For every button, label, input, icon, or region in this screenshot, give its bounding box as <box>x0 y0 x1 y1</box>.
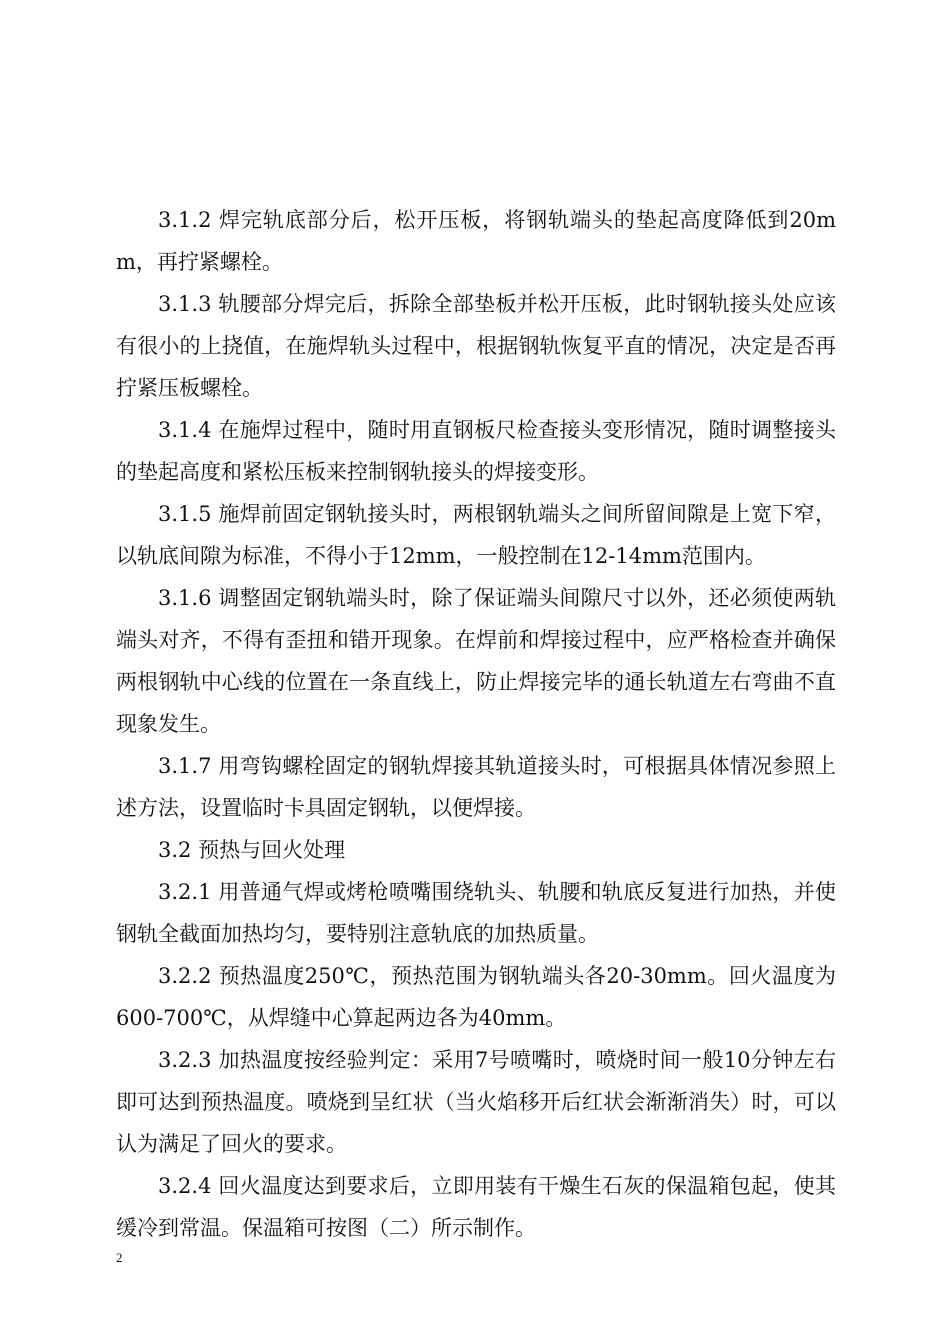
paragraph-3-2-2: 3.2.2 预热温度250℃，预热范围为钢轨端头各20-30mm。回火温度为600-700℃，从焊缝中心算起两边各为40mm。 <box>116 964 836 1030</box>
section-heading-3-2: 3.2 预热与回火处理 <box>158 838 346 862</box>
paragraph-3-2-1: 3.2.1 用普通气焊或烤枪喷嘴围绕轨头、轨腰和轨底反复进行加热，并使钢轨全截面加热均匀，要特别注意轨底的加热质量。 <box>116 880 836 946</box>
paragraph-3-1-3: 3.1.3 轨腰部分焊完后，拆除全部垫板并松开压板，此时钢轨接头处应该有很小的上挠值，在施焊轨头过程中，根据钢轨恢复平直的情况，决定是否再拧紧压板螺栓。 <box>116 292 836 400</box>
paragraph-3-2-3: 3.2.3 加热温度按经验判定：采用7号喷嘴时，喷烧时间一般10分钟左右即可达到预热温度。喷烧到呈红状（当火焰移开后红状会渐渐消失）时，可以认为满足了回火的要求。 <box>116 1048 836 1156</box>
paragraph-3-1-7: 3.1.7 用弯钩螺栓固定的钢轨焊接其轨道接头时，可根据具体情况参照上述方法，设置临时卡具固定钢轨，以便焊接。 <box>116 754 836 820</box>
paragraph-3-2-4: 3.2.4 回火温度达到要求后，立即用装有干燥生石灰的保温箱包起，使其缓冷到常温。保温箱可按图（二）所示制作。 <box>116 1174 836 1240</box>
paragraph-3-1-5: 3.1.5 施焊前固定钢轨接头时，两根钢轨端头之间所留间隙是上宽下窄，以轨底间隙为标准，不得小于12mm，一般控制在12-14mm范围内。 <box>116 502 836 568</box>
paragraph-3-1-4: 3.1.4 在施焊过程中，随时用直钢板尺检查接头变形情况，随时调整接头的垫起高度和紧松压板来控制钢轨接头的焊接变形。 <box>116 418 836 484</box>
document-body <box>116 199 836 1249</box>
paragraph-3-1-2: 3.1.2 焊完轨底部分后，松开压板，将钢轨端头的垫起高度降低到20mm，再拧紧螺栓。 <box>116 208 836 274</box>
paragraph-3-1-6: 3.1.6 调整固定钢轨端头时，除了保证端头间隙尺寸以外，还必须使两轨端头对齐，不得有歪扭和错开现象。在焊前和焊接过程中，应严格检查并确保两根钢轨中心线的位置在一条直线上，防止焊接完毕的通长轨道左右弯曲不直现象发生。 <box>116 586 836 736</box>
page-number: 2 <box>116 1250 123 1265</box>
